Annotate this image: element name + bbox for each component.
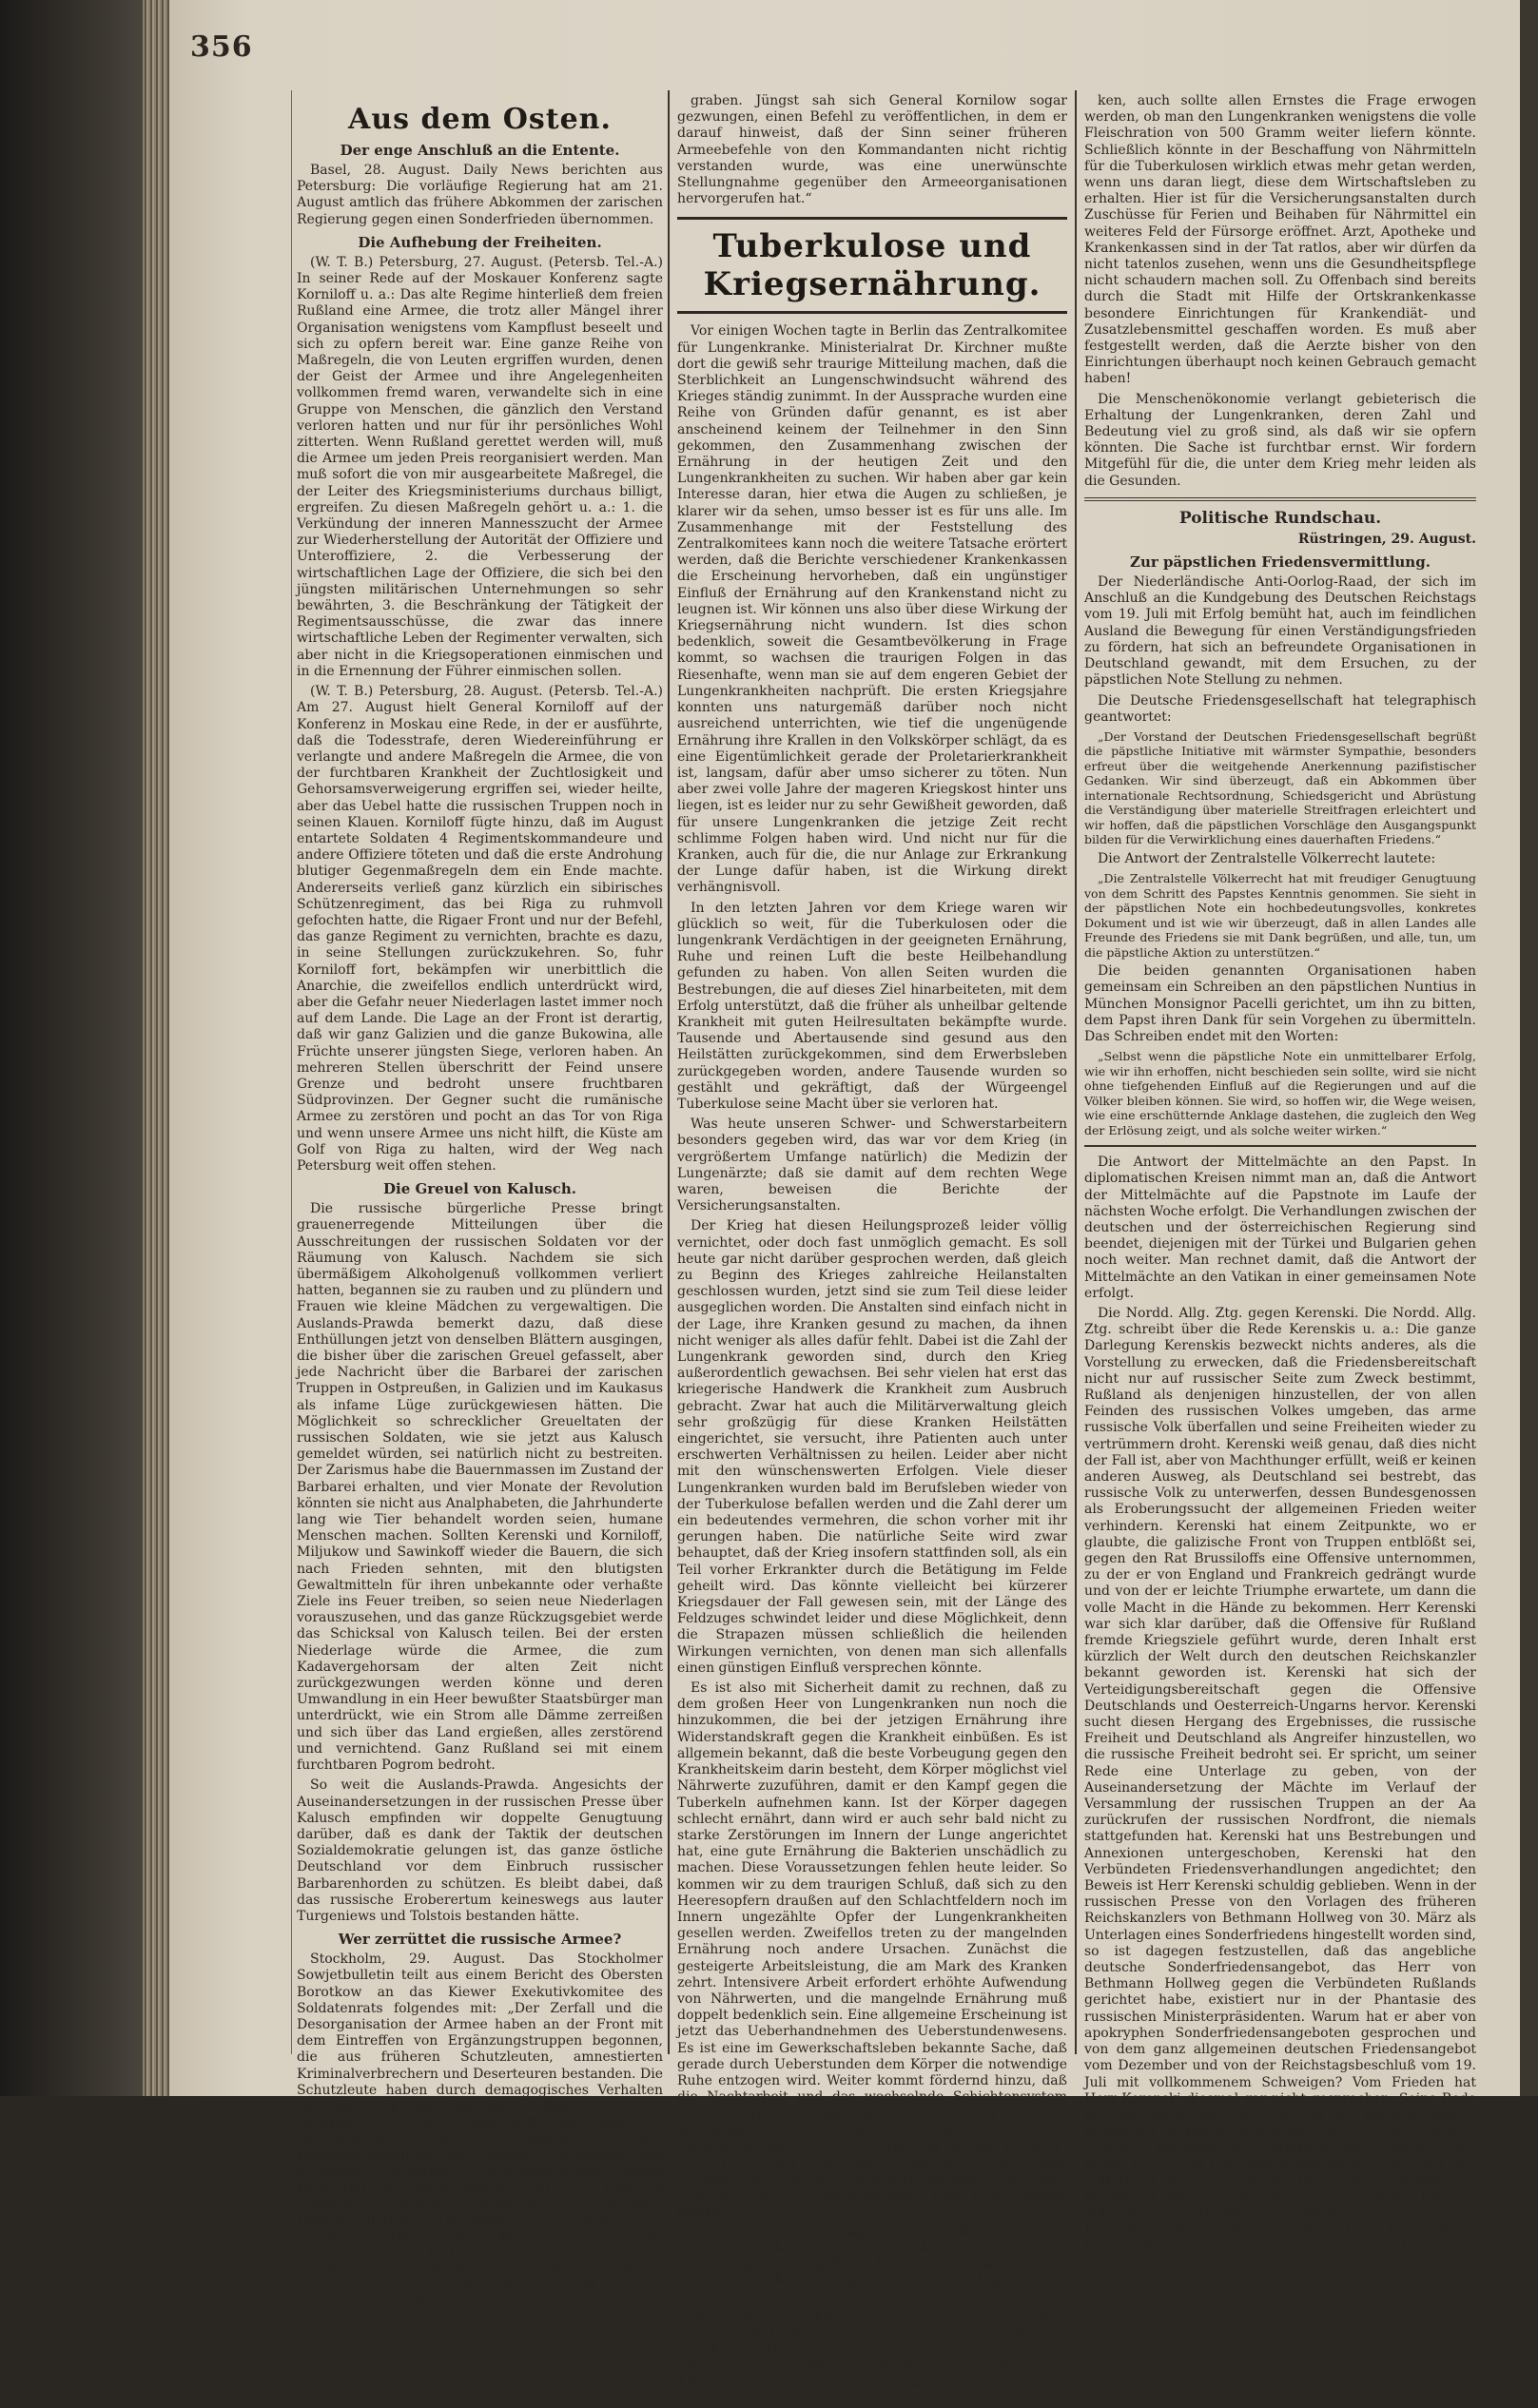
paragraph: So weit die Auslands-Prawda. Angesichts der Auseinandersetzungen in der russischen Presse über Kalusch empfinden wir doppelte Genugtuung darüber, daß es dank der Taktik der deutschen Sozialdemokratie gelungen ist, das ganze östliche Deutschland vor dem Einbruch russischer Barbarenhorden zu schützen. Es bleibt dabei, daß das russische Eroberertum keineswegs aus lauter Turgeniews und Tolstois bestanden hätte. bbox=[297, 1777, 663, 1924]
paragraph: Wie ist da zu tun, hier halt zu gebieten? Es wäre nötig, den Lungenkranken an Stelle der Nahrungsmittel, die wir ihnen nicht geben können, wenigstens verringerte Arbeitszeit zu gewähren, um ihren an sich geschwächten Körper zu schonen. Ferien von längerer Dauer könnten Wunder wir- bbox=[677, 2309, 1067, 2407]
column-1 bbox=[297, 93, 663, 2327]
subheading-freedoms: Die Aufhebung der Freiheiten. bbox=[358, 233, 602, 251]
book-binding bbox=[0, 0, 166, 2096]
subheading-kalusch: Die Greuel von Kalusch. bbox=[382, 1180, 576, 1198]
paragraph: In den letzten Jahren vor dem Kriege waren wir glücklich so weit, für die Tuberkulosen oder die lungenkrank Verdächtigen in der geeigneten Ernährung, Ruhe und reinen Luft die beste Heilbehandlung gefunden zu haben. Von allen Seiten wurden die Bestrebungen, die auf dieses Ziel hinarbeiteten, mit dem Erfolg unterstützt, daß die früher als unheilbar geltende Krankheit mit guten Heilresultaten bekämpfte wurde. Tausende und Abertausende sind gesund aus den Heilstätten zurückgekommen, sind dem Erwerbsleben zurückgegeben worden, andere Tausende wurden so gestählt und gekräftigt, daß der Würgeengel Tuberkulose seine Macht über sie verloren hat. bbox=[677, 900, 1067, 1112]
quote: „Die Zentralstelle Völkerrecht hat mit freudiger Genugtuung von dem Schritt des Papstes Kenntnis genommen. Sie sieht in der päpstlichen Note ein hochbedeutungsvolles, konkretes Dokument und ist wie wir überzeugt, daß in allen Landes alle Freunde des Friedens sie mit Dank begrüßen, und alle, tun, um die päpstliche Aktion zu unterstützen.“ bbox=[1084, 871, 1476, 960]
subheading-papal: Zur päpstlichen Friedensvermittlung. bbox=[1130, 553, 1431, 572]
page-edges bbox=[143, 0, 171, 2096]
paragraph: Stockholm, 29. August. Das Stockholmer Sowjetbulletin teilt aus einem Bericht des Obersten Borotkow an das Kiewer Exekutivkomitee des Soldatenrats folgendes mit: „Der Zerfall und die Desorganisation der Armee haben an der Front mit dem Eintreffen von Ergänzungstruppen begonnen, die aus früheren Schutzleuten, amnestierten Kriminalverbrechern und Deserteuren bestanden. Die Schutzleute haben durch demagogisches Verhalten das Vertrauen der Soldaten erschlichen. An der Westfront hat sich herausgestellt, daß unter den Vorsitzenden der Regiments- und Kompagniekomitees ein großer Prozentsatz aus gewesenen Gendarmen, Ochranaleuten und anderen Kreaturen des alten Regimes ist. Die früheren Schutzleute bildeten zweifellos eine geheime konterrevolutionäre Organisation in der Armee, die, vor keinen Mitteln zurückschreckend, bestrebt ist, den Zerfall in die Reihen unserer Armee zu tragen, das Vaterland und die Revolution dem Untergang zu weihen. Die Armeestäbe haben die Pflicht, die Soldatenorganisationen zu reinigen und deren Autorität zu heben. bbox=[297, 1952, 663, 2327]
subheading-entente: Der enge Anschluß an die Entente. bbox=[340, 142, 620, 159]
article-title-east: Aus dem Osten. bbox=[348, 103, 612, 136]
right-margin-shadow bbox=[1520, 0, 1538, 2096]
paragraph: Der Krieg hat diesen Heilungsprozeß leider völlig vernichtet, oder doch fast unmöglich gemacht. Es soll heute gar nicht darüber gesprochen werden, daß gleich zu Beginn des Krieges zahlreiche Heilanstalten geschlossen wurden, jetzt sind sie zum Teil diese leider ausgeglichen worden. Die Anstalten sind einfach nicht in der Lage, ihre Kranken gesund zu machen, da ihnen nicht weniger als alles dafür fehlt. Dabei ist die Zahl der Lungenkrank geworden sind, durch den Krieg außerordentlich gewachsen. Bei sehr vielen hat erst das kriegerische Handwerk die Krankheit zum Ausbruch gebracht. Zwar hat auch die Militärverwaltung gleich sehr großzügig für diese Kranken Heilstätten eingerichtet, sie versucht, ihre Patienten auch unter erschwerten Verhältnissen zu heilen. Leider aber nicht mit den wünschenswerten Erfolgen. Viele dieser Lungenkranken wurden bald im Berufsleben wieder von der Tuberkulose befallen werden und die Zahl derer um ein bedeutendes vermehren, die schon vorher mit ihr gerungen haben. Die natürliche Seite wird zwar behauptet, daß der Krieg insofern stattfinden soll, als ein Teil vorher Erkrankter durch die Betätigung im Felde geheilt wird. Das könnte vielleicht bei kürzerer Kriegsdauer der Fall gewesen sein, mit der Länge des Feldzuges schwindet leider und diese Möglichkeit, denn die Strapazen müssen schließlich die heilenden Wirkungen vernichten, von denen man sich allenfalls einen günstigen Einfluß versprechen könnte. bbox=[677, 1218, 1067, 1676]
paragraph: Es ist also mit Sicherheit damit zu rechnen, daß zu dem großen Heer von Lungenkranken nun noch die hinzukommen, die bei der jetzigen Ernährung ihre Widerstandskraft gegen die Krankheit einbüßen. Es ist allgemein bekannt, daß die beste Vorbeugung gegen den Krankheitskeim darin besteht, dem Körper möglichst viel Nährwerte zuzuführen, damit er den Kampf gegen die Tuberkeln aufnehmen kann. Ist der Körper dagegen schlecht ernährt, dann wird er auch sehr bald nicht zu starke Zerstörungen im Innern der Lunge angerichtet hat, eine gute Ernährung die Bakterien unschädlich zu machen. Diese Voraussetzungen fehlen heute leider. So kommen wir zu dem traurigen Schluß, daß sich zu den Heeresopfern draußen auf den Schlachtfeldern noch im Innern ungezählte Opfer der Lungenkrankheiten gesellen werden. Zweifellos treten zu der mangelnden Ernährung noch andere Ursachen. Zunächst die gesteigerte Arbeitsleistung, die am Mark des Kranken zehrt. Intensivere Arbeit erfordert erhöhte Aufwendung von Nährwerten, und die mangelnde Ernährung muß doppelt bedenklich sein. Eine allgemeine Erscheinung ist jetzt das Ueberhandnehmen des Ueberstundenwesens. Es ist eine im Gewerkschaftsleben bekannte Sache, daß gerade durch Ueberstunden dem Körper die notwendige Ruhe entzogen wird. Weiter kommt fördernd hinzu, daß die Nachtarbeit und das wechselnde Schichtensystem weitere Körperkräfte aufzehrt, schließlich darf die laxere Handhabung der Schutzeinrichtungen bei der Absaugung von Staub nicht vergessen werden. Dadurch, daß Frauen und Jugendliche nicht mehr den Schutz genießen, der für die Gesundheit notwendig ist, wird sich so in deren Gesundheitsstand noch bitter fühlbar machen. bbox=[677, 1680, 1067, 2220]
column-divider-2 bbox=[1075, 90, 1077, 2054]
subheading-army: Wer zerrüttet die russische Armee? bbox=[338, 1931, 622, 1949]
paragraph: Was heute unseren Schwer- und Schwerstarbeitern besonders gegeben wird, das war vor dem Krieg (in vergrößertem Umfange natürlich) die Medizin der Lungenärzte; daß sie damit auf dem rechten Wege waren, beweisen die Berichte der Versicherungsanstalten. bbox=[677, 1117, 1067, 1214]
paragraph: Die beiden genannten Organisationen haben gemeinsam ein Schreiben an den päpstlichen Nuntius in München Monsignor Pacelli gerichtet, um ihn zu bitten, dem Papst ihren Dank für sein Vorgehen zu übermitteln. Das Schreiben endet mit den Worten: bbox=[1084, 963, 1476, 1044]
paragraph: Leider ist ganz wenig Aussicht, diese Gefahren während des Krieges beheben zu können; rechnen wir doch die ganze mangelhafte Ernährung, dann haben wir die ernsten Kriegsgefahren für die Volksgesundheit zusammen. bbox=[677, 2224, 1067, 2305]
dateline: Rüstringen, 29. August. bbox=[1297, 531, 1476, 547]
column-divider-1 bbox=[668, 90, 670, 2054]
page-number: 356 bbox=[190, 30, 253, 64]
column-3 bbox=[1084, 93, 1476, 2254]
section-separator bbox=[1084, 497, 1476, 501]
paragraph: graben. Jüngst sah sich General Kornilow sogar gezwungen, einen Befehl zu veröffentlichen, in dem er darauf hinweist, daß der Sinn seiner früheren Armeebefehle von den Kommandanten nicht richtig verstanden wurde, was eine unerwünschte Stellungnahme gegenüber den Armeeorganisationen hervorgerufen hat.“ bbox=[677, 93, 1067, 207]
paragraph: Die Nordd. Allg. Ztg. gegen Kerenski. Die Nordd. Allg. Ztg. schreibt über die Rede Kerenskis u. a.: Die ganze Darlegung Kerenskis bezweckt nichts anderes, als die Vorstellung zu erwecken, daß die Friedensbereitschaft nicht nur auf russischer Seite zum Zweck bestimmt, Rußland als denjenigen hinzustellen, der von allen Feinden des russischen Volkes umgeben, das arme russische Volk überfallen und seine Freiheiten wieder zu vertrümmern droht. Kerenski weiß genau, daß dies nicht der Fall ist, aber von Machthunger erfüllt, weiß er keinen anderen Ausweg, als Deutschland sei bestrebt, das russische Volk zu unterwerfen, dessen Bundesgenossen als Eroberungssucht der allgemeinen Frieden weiter verhindern. Kerenski hat einem Zeitpunkte, wo er glaubte, die galizische Front von Truppen entblößt sei, gegen den Rat Brussiloffs eine Offensive unternommen, zu der er von England und Frankreich gedrängt wurde und von der er leichte Triumphe erwartete, um dann die volle Macht in die Hände zu bekommen. Herr Kerenski war sich klar darüber, daß die Offensive für Rußland fremde Kriegsziele geführt wurde, deren Inhalt erst kürzlich der Welt durch den deutschen Reichskanzler bekannt geworden ist. Kerenski hat sich der Verteidigungsbereitschaft gegen die Offensive Deutschlands und Oesterreich-Ungarns hervor. Kerenski sucht diesen Hergang des Ergebnisses, die russische Freiheit und Deutschland als Angreifer hinzustellen, wo die russische Freiheit bedroht sei. Er spricht, um seiner Rede eine Unterlage zu geben, von der Auseinandersetzung der Mächte im Verlauf der Versammlung der russischen Truppen an der Aa zurückrufen der russischen Nordfront, die niemals stattgefunden hat. Kerenski hat uns Bestrebungen und Annexionen untergeschoben, Kerenski hat den Verbündeten Friedensverhandlungen angedichtet; den Beweis ist Herr Kerenski schuldig geblieben. Wenn in der russischen Presse von den Vorlagen des früheren Reichskanzlers von Bethmann Hollweg von 30. März als Unterlagen eines Sonderfriedens hingestellt worden sind, so ist dagegen festzustellen, daß das angebliche deutsche Sonderfriedensangebot, das Herr von Bethmann Hollweg gegen die Verbündeten Rußlands gerichtet habe, existiert nur in der Phantasie des russischen Ministerpräsidenten. Warum hat er aber von apokryphen Sonderfriedensangeboten gesprochen und von dem ganz allgemeinen deutschen Friedensangebot vom Dezember und von der Reichstagsbeschluß vom 19. Juli mit vollkommenem Schweigen? Vom Frieden hat Herr Kerenski diesmal gar nicht gesprochen. Seine Rede ist eine Kriegsrede. Damit wird er sich bei dem wahren Beifall der Verbündeten Rußlands ernten. Das russische Volk wird aus seiner Rede erfahren, daß er am 21. April in der russischen Eisenbahnkonferenz gefordert hat und erklärt er aus: „Genossen! Indem die provisorische Regierung den Willen des Volkes erfüllt, hat sie unfreiwillig in Ansehung des Krieges das ganze alte Kriegsprogramm geändert und allen Eroberungs-, Vergewaltigungs- und Annexionsplänen entsagt. bbox=[1084, 1305, 1476, 2254]
paragraph: ken, auch sollte allen Ernstes die Frage erwogen werden, ob man den Lungenkranken wenigstens die volle Fleischration von 500 Gramm weiter liefern könnte. Schließlich könnte in der Beschaffung von Nährmitteln für die Tuberkulosen wirklich etwas mehr getan werden, wenn uns daran liegt, diese dem Wirtschaftsleben zu erhalten. Hier ist für die Versicherungsanstalten durch Zuschüsse für Ferien und Beihaben für Nährmittel ein weiteres Feld der Fürsorge eröffnet. Arzt, Apotheke und Krankenkassen sind in der Tat ratlos, aber wir dürfen da nicht tatenlos zusehen, wenn uns die Gesundheitspflege nicht schaudern machen soll. Zu Offenbach sind bereits durch die Stadt mit Hilfe der Ortskrankenkasse besondere Einrichtungen für Krankendiät- und Zusatzlebensmittel geschaffen worden. Es muß aber festgestellt werden, daß die Aerzte bisher von den Einrichtungen überhaupt noch keinen Gebrauch gemacht haben! bbox=[1084, 93, 1476, 387]
paragraph: Die russische bürgerliche Presse bringt grauenerregende Mitteilungen über die Ausschreitungen der russischen Soldaten vor der Räumung von Kalusch. Nachdem sie sich übermäßigem Alkoholgenuß vollkommen verliert hatten, begannen sie zu rauben und zu plündern und Frauen wie kleine Mädchen zu vergewaltigen. Die Auslands-Prawda bemerkt dazu, daß diese Enthüllungen jetzt von denselben Blättern ausgingen, die bisher über die zarischen Greuel gefasselt, aber jede Nachricht über die Barbarei der zarischen Truppen in Ostpreußen, in Galizien und im Kaukasus als infame Lüge zurückgewiesen hätten. Die Möglichkeit so schrecklicher Greueltaten der russischen Soldaten, wie sie jetzt aus Kalusch gemeldet würden, sei natürlich nicht zu bestreiten. Der Zarismus habe die Bauernmassen im Zustand der Barbarei erhalten, und vier Monate der Revolution könnten sie nicht aus Analphabeten, die Jahrhunderte lang wie Tier behandelt worden seien, humane Menschen machen. Sollten Kerenski und Korniloff, Miljukow und Sawinkoff wieder die Bauern, die sich nach Frieden sehnten, mit den blutigsten Gewaltmitteln für ihren unbekannte oder verhaßte Ziele ins Feuer treiben, so seien neue Niederlagen vorauszusehen, und das ganze Rückzugsgebiet werde das Schicksal von Kalusch teilen. Bei der ersten Niederlage würde die Armee, die zum Kadavergehorsam der alten Zeit nicht zurückgezwungen werden könne und deren Umwandlung in ein Heer bewußter Staatsbürger man unterdrückt, wie ein Strom alle Dämme zerreißen und sich über das Land ergießen, alles zerstörend und vernichtend. Ganz Rußland sei mit einem furchtbaren Pogrom bedroht. bbox=[297, 1201, 663, 1774]
paragraph: Die Antwort der Zentralstelle Völkerrecht lautete: bbox=[1098, 850, 1436, 866]
quote: „Selbst wenn die päpstliche Note ein unmittelbarer Erfolg, wie wir ihn erhoffen, nicht beschieden sein sollte, wird sie nicht ohne tiefgehenden Einfluß auf die Regierungen und auf die Völker bleiben können. Sie wird, so hoffen wir, die Wege weisen, wie eine erschütternde Anklage dastehen, die zugleich den Weg der Erlösung zeigt, und als solche weiter wirken.“ bbox=[1084, 1049, 1476, 1137]
paragraph: Der Niederländische Anti-Oorlog-Raad, der sich im Anschluß an die Kundgebung des Deutschen Reichstags vom 19. Juli mit Erfolg bemüht hat, auch im feindlichen Ausland die Bewegung für einen Verständigungsfrieden zu fördern, hat sich an befreundete Organisationen in Deutschland gewandt, mit dem Ersuchen, zu der päpstlichen Note Stellung zu nehmen. bbox=[1084, 574, 1476, 689]
paragraph: Die Deutsche Friedensgesellschaft hat telegraphisch geantwortet: bbox=[1084, 692, 1476, 725]
quote: „Der Vorstand der Deutschen Friedensgesellschaft begrüßt die päpstliche Initiative mit wärmster Sympathie, besonders erfreut über die weitgehende Anerkennung pazifistischer Gedanken. Wir sind überzeugt, daß ein Abkommen über internationale Rechtsordnung, Schiedsgericht und Abrüstung die Verständigung über materielle Streitfragen erleichtert und wir hoffen, daß die päpstlichen Vorschläge den Ausgangspunkt bilden für die Verwirklichung eines dauerhaften Friedens.“ bbox=[1084, 728, 1476, 847]
paragraph: (W. T. B.) Petersburg, 28. August. (Petersb. Tel.-A.) Am 27. August hielt General Korniloff auf der Konferenz in Moskau eine Rede, in der er ausführte, daß die Todesstrafe, deren Wiedereinführung er verlangte und andere Maßregeln die Armee, die von der furchtbaren Krankheit der Zuchtlosigkeit und Gehorsamsverweigerung ergriffen sei, wieder heilte, aber das Uebel hatte die russischen Truppen noch in seinen Klauen. Korniloff fügte hinzu, daß im August entartete Soldaten 4 Regimentskommandeure und andere Offiziere töteten und daß die erste Androhung blutiger Gegenmaßregeln dem ein Ende machte. Andererseits verließ ganz kürzlich ein sibirisches Schützenregiment, das bei Riga zu ruhmvoll gefochten hatte, die Rigaer Front und nur der Befehl, das ganze Regiment zu vernichten, brachte es dazu, in seine Stellungen zurückzukehren. So, fuhr Korniloff fort, bekämpfen wir unerbittlich die Anarchie, die zweifellos endlich unterdrückt wird, aber die Gefahr neuer Niederlagen lastet immer noch auf dem Lande. Die Lage an der Front ist derartig, daß wir ganz Galizien und die ganze Bukowina, alle Früchte unserer jüngsten Siege, verloren haben. An mehreren Stellen überschritt der Feind unsere Grenze und bedroht unsere fruchtbaren Südprovinzen. Der Gegner sucht die rumänische Armee zu zerstören und pocht an das Tor von Riga und wenn unsere Armee uns nicht hilft, die Küste am Golf von Riga zu halten, wird der Weg nach Petersburg weit offen stehen. bbox=[297, 684, 663, 1174]
paragraph: Basel, 28. August. Daily News berichten aus Petersburg: Die vorläufige Regierung hat am 21. August amtlich das frühere Abkommen der zarischen Regierung gegen einen Sonderfrieden übernommen. bbox=[297, 163, 663, 227]
separator bbox=[1084, 1145, 1476, 1147]
paragraph: (W. T. B.) Petersburg, 27. August. (Petersb. Tel.-A.) In seiner Rede auf der Moskauer Konferenz sagte Korniloff u. a.: Das alte Regime hinterließ dem freien Rußland eine Armee, die trotz aller Mängel ihrer Organisation wenigstens vom Kampflust beseelt und sich zu opfern bereit war. Eine ganze Reihe von Maßregeln, die von Leuten ergriffen wurden, denen der Geist der Armee und ihre Angelegenheiten vollkommen fremd waren, verwandelte sich in eine Gruppe von Menschen, die gänzlich den Verstand verloren hatten und nur für ihr persönliches Wohl zitterten. Wenn Rußland gerettet werden will, muß die Armee um jeden Preis reorganisiert werden. Man muß sofort die von mir ausgearbeitete Maßregel, die der Leiter des Kriegsministeriums durchaus billigt, ergreifen. Zu diesen Maßregeln gehört u. a.: 1. die Verkündung der inneren Mannesszucht der Armee zur Wiederherstellung der Autorität der Offiziere und Unteroffiziere, 2. die Verbesserung der wirtschaftlichen Lage der Offiziere, die sich bei den jüngsten militärischen Unternehmungen so sehr bewährten, 3. die Beschränkung der Tätigkeit der Regimentsausschüsse, die zwar das innere wirtschaftliche Leben der Regimenter verwalten, sich aber nicht in die Kriegsoperationen einmischen und in die Ernennung der Führer einmischen sollen. bbox=[297, 254, 663, 679]
paragraph: Die Antwort der Mittelmächte an den Papst. In diplomatischen Kreisen nimmt man an, daß die Antwort der Mittelmächte auf die Papstnote im Laufe der nächsten Woche erfolgt. Die Verhandlungen zwischen der deutschen und der österreichischen Regierung sind beendet, diejenigen mit der Türkei und Bulgarien gehen noch weiter. Man rechnet damit, daß die Antwort der Mittelmächte an den Vatikan in einer gemeinsamen Note erfolgt. bbox=[1084, 1155, 1476, 1301]
column-2 bbox=[677, 93, 1067, 2407]
section-title-politics: Politische Rundschau. bbox=[1178, 508, 1382, 528]
paragraph: Die Menschenökonomie verlangt gebieterisch die Erhaltung der Lungenkranken, deren Zahl und Bedeutung viel zu groß sind, als daß wir sie opfern könnten. Die Sache ist furchtbar ernst. Wir fordern Mitgefühl für die, die unter dem Krieg mehr leiden als die Gesunden. bbox=[1084, 391, 1476, 489]
paragraph: Vor einigen Wochen tagte in Berlin das Zentralkomitee für Lungenkranke. Ministerialrat Dr. Kirchner mußte dort die gewiß sehr traurige Mitteilung machen, daß die Sterblichkeit an Lungenschwindsucht während des Krieges ständig zunimmt. In der Aussprache wurden eine Reihe von Gründen dafür genannt, es ist aber anscheinend keinem der Teilnehmer in den Sinn gekommen, den Zusammenhang zwischen der Ernährung in der heutigen Zeit und den Lungenkrankheiten zu suchen. Wir haben aber gar kein Interesse daran, hier etwa die Augen zu schließen, je klarer wir da sehen, umso besser ist es für uns alle. Im Zusammenhange mit der Feststellung des Zentralkomitees kann noch die weitere Tatsache erörtert werden, daß die Berichte verschiedener Krankenkassen die Erscheinung hervorheben, daß ein ungünstiger Einfluß der Ernährung auf den Krankenstand nicht zu leugnen ist. Wir können uns also über diese Wirkung der Kriegsernährung nicht wundern. Ist dies schon bedenklich, soweit die Gesamtbevölkerung in Frage kommt, so wachsen die traurigen Folgen in das Riesenhafte, wenn man sie auf dem engeren Gebiet der Lungenkrankheiten nachprüft. Die ersten Kriegsjahre konnten uns naturgemäß darüber noch nicht ausreichend unterrichten, wie tief die ungenügende Ernährung ihre Krallen in den Volkskörper schlägt, da es eine Eigentümlichkeit gerade der Proletarierkrankheit ist, langsam, dafür aber umso sicherer zu töten. Nun aber zwei volle Jahre der mageren Kriegskost hinter uns liegen, ist es leider nur zu sehr Gewißheit geworden, daß für unsere Lungenkranken die jetzige Zeit recht schlimme Folgen haben wird. Und nicht nur für die Kranken, auch für die, die nur Anlage zur Erkrankung der Lunge dafür haben, ist die Wirkung direkt verhängnisvoll. bbox=[677, 323, 1067, 896]
left-column-border bbox=[291, 90, 292, 2054]
article-title-box bbox=[677, 217, 1067, 314]
article-title-tuberculosis: Tuberkulose und Kriegsernährung. bbox=[703, 227, 1042, 304]
